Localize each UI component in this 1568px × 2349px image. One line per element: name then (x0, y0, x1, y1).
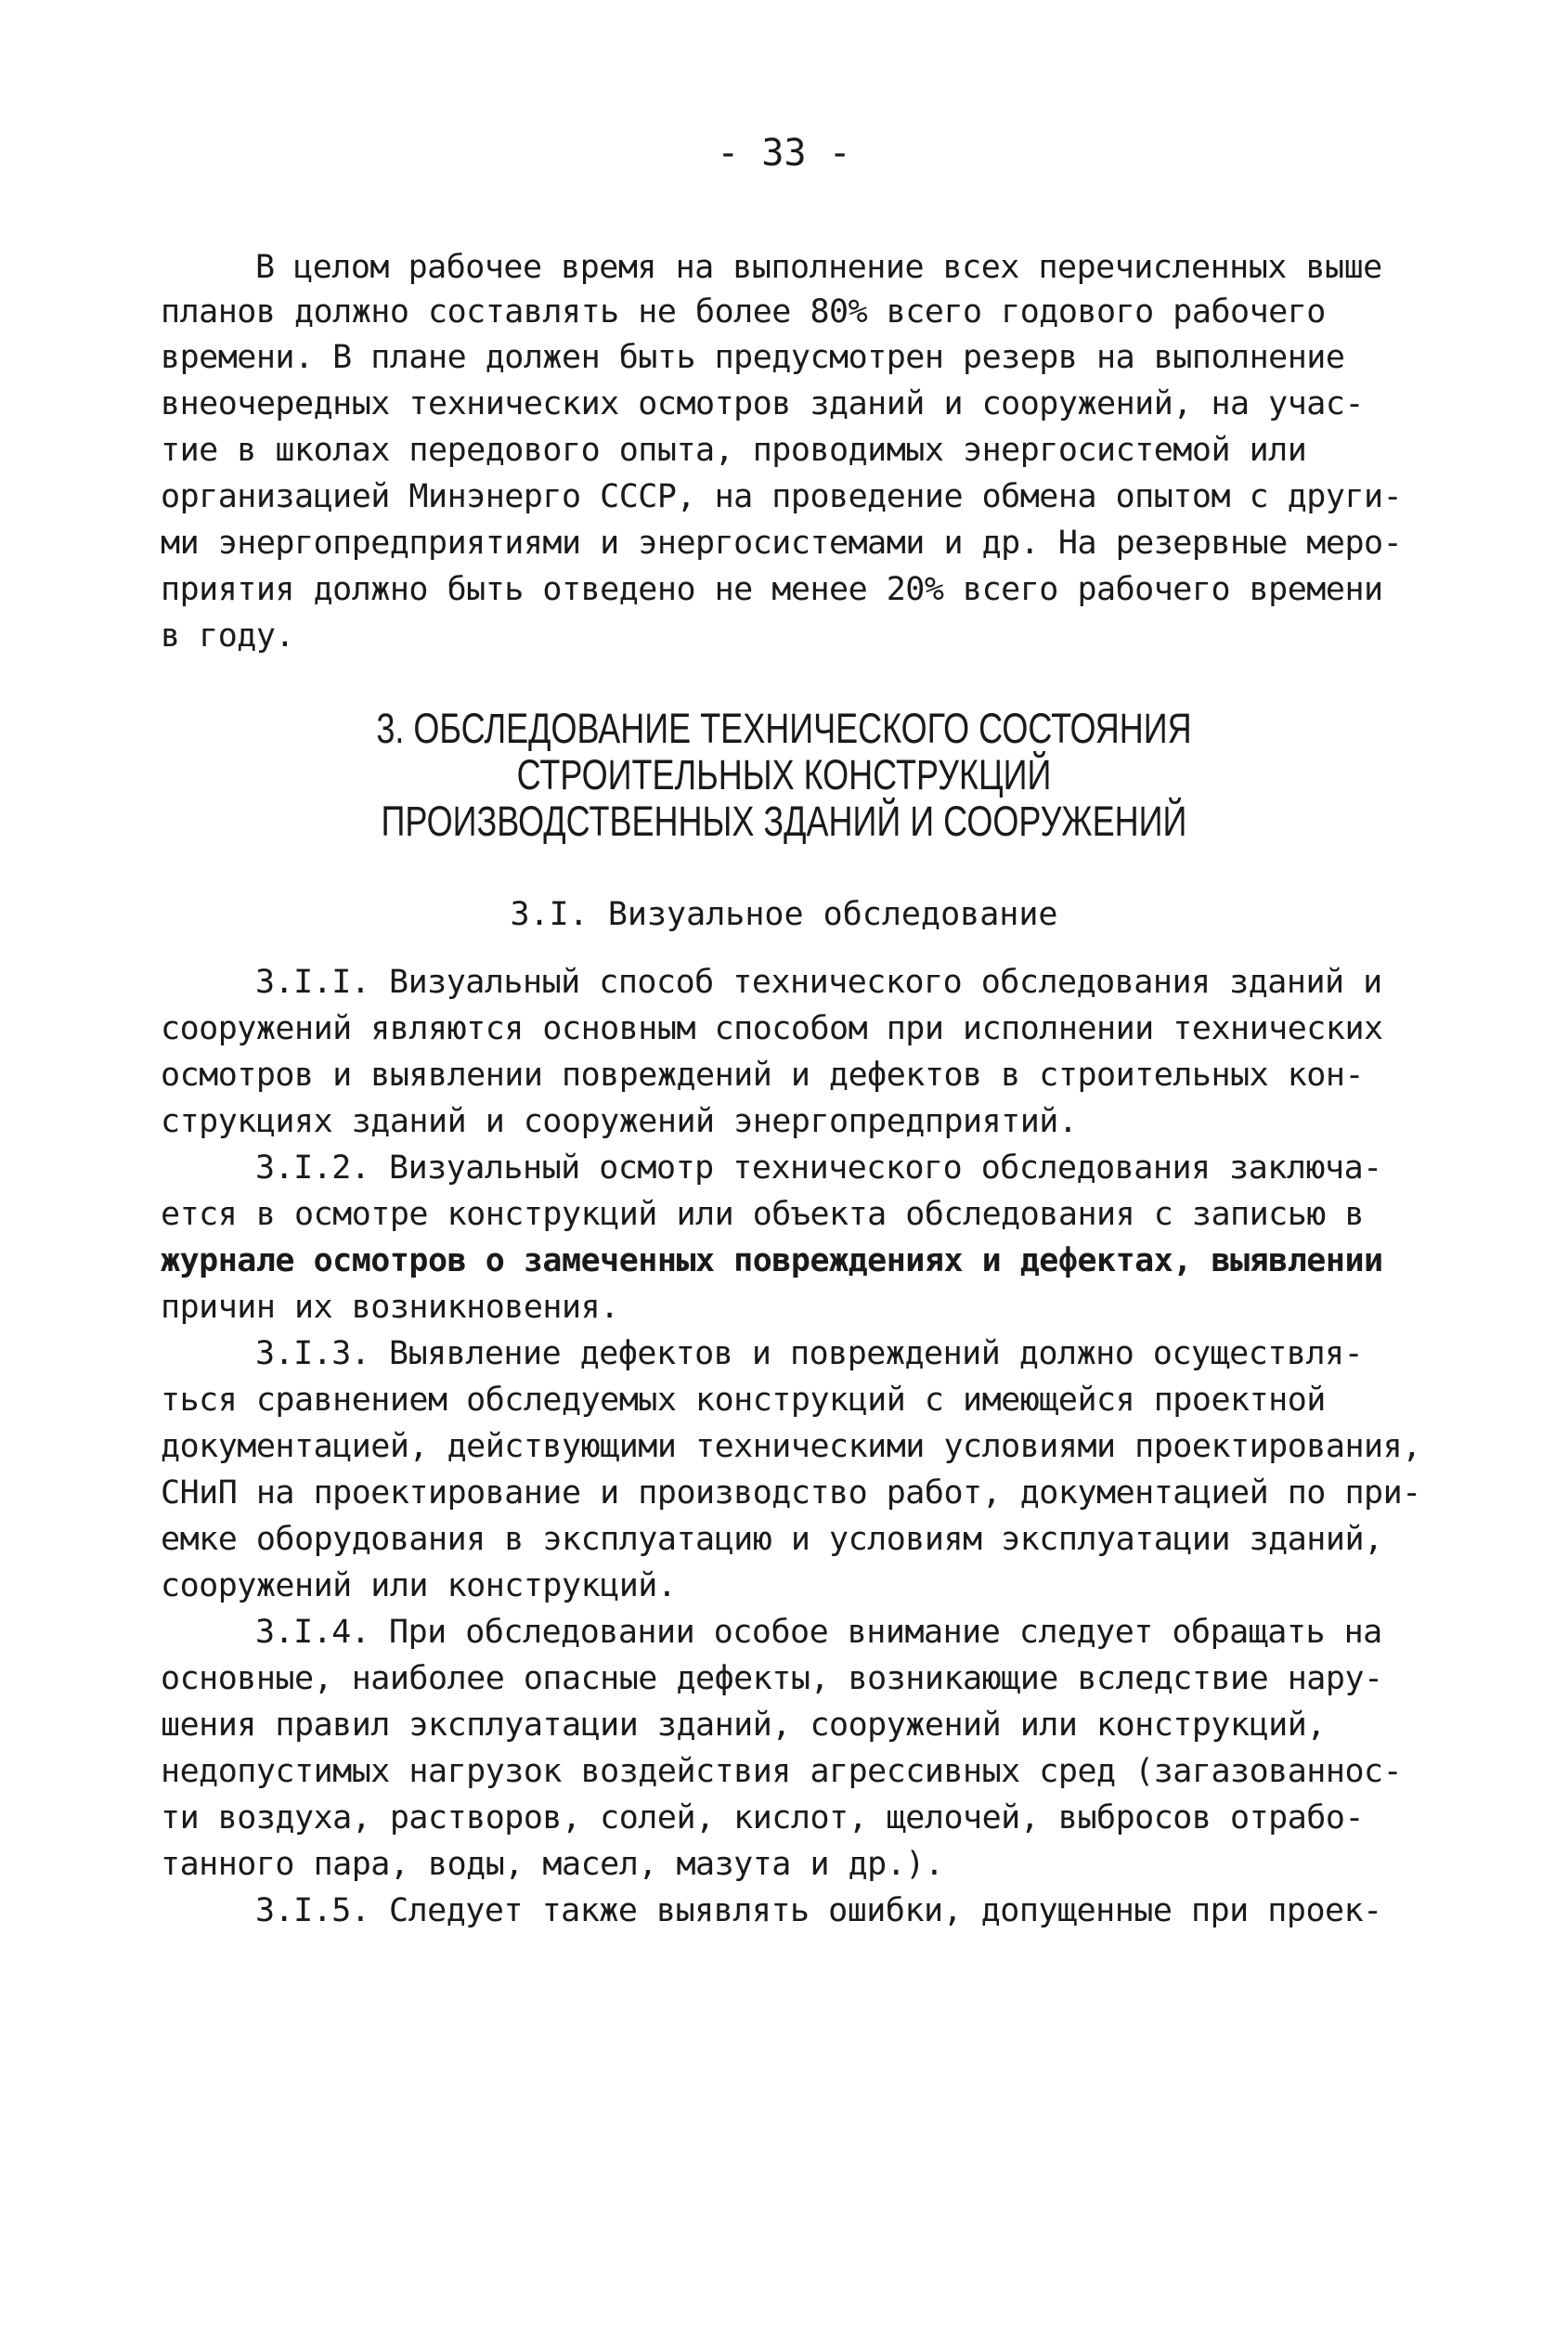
text-line: недопустимых нагрузок воздействия агрессивных сред (загазованнос- (161, 1753, 1403, 1790)
text-line: В целом рабочее время на выполнение всех перечисленных выше (255, 249, 1382, 286)
text-line: сооружений являются основным способом при исполнении технических (161, 1010, 1383, 1047)
text-line: 3.I.5. Следует также выявлять ошибки, допущенные при проек- (255, 1892, 1382, 1929)
text-line: танного пара, воды, масел, мазута и др.). (161, 1846, 944, 1883)
text-line: основные, наиболее опасные дефекты, возникающие вследствие нару- (161, 1660, 1383, 1697)
text-line: организацией Минэнерго СССР, на проведение обмена опытом с други- (161, 478, 1403, 515)
text-line: емке оборудования в эксплуатацию и условиям эксплуатации зданий, (161, 1521, 1383, 1558)
text-line: в году. (161, 617, 295, 655)
section-heading-line: ПРОИЗВОДСТВЕННЫХ ЗДАНИЙ И СООРУЖЕНИЙ (381, 797, 1187, 845)
text-line: 3.I.4. При обследовании особое внимание следует обращать на (255, 1614, 1382, 1651)
text-line: 3.I.2. Визуальный осмотр технического обследования заключа- (255, 1149, 1382, 1187)
text-line: журнале осмотров о замеченных повреждениях и дефектах, выявлении (161, 1242, 1383, 1279)
section-heading-line: 3. ОБСЛЕДОВАНИЕ ТЕХНИЧЕСКОГО СОСТОЯНИЯ (376, 704, 1192, 752)
text-line: приятия должно быть отведено не менее 20% всего рабочего времени (161, 571, 1383, 608)
text-line: планов должно составлять не более 80% всего годового рабочего (161, 293, 1326, 331)
text-line: времени. В плане должен быть предусмотрен резерв на выполнение (161, 339, 1345, 376)
text-line: 3.I.3. Выявление дефектов и повреждений должно осуществля- (255, 1335, 1364, 1372)
text-line: 3.I.I. Визуальный способ технического обследования зданий и (255, 964, 1382, 1001)
text-line: ется в осмотре конструкций или объекта обследования с записью в (161, 1196, 1365, 1233)
subsection-heading: 3.I. Визуальное обследование (510, 896, 1058, 933)
text-line: ться сравнением обследуемых конструкций с имеющейся проектной (161, 1382, 1326, 1419)
text-line: ти воздуха, растворов, солей, кислот, щелочей, выбросов отрабо- (161, 1799, 1365, 1836)
text-line: СНиП на проектирование и производство работ, документацией по при- (161, 1474, 1421, 1512)
text-line: причин их возникновения. (161, 1289, 619, 1326)
text-line: внеочередных технических осмотров зданий и сооружений, на учас- (161, 385, 1365, 422)
text-line: документацией, действующими техническими условиями проектирования, (161, 1428, 1421, 1465)
text-line: шения правил эксплуатации зданий, сооружений или конструкций, (161, 1707, 1326, 1744)
text-line: осмотров и выявлении повреждений и дефектов в строительных кон- (161, 1057, 1365, 1094)
text-line: сооружений или конструкций. (161, 1567, 677, 1604)
text-line: струкциях зданий и сооружений энергопредприятий. (161, 1103, 1078, 1140)
text-line: тие в школах передового опыта, проводимых энергосистемой или (161, 432, 1307, 469)
page-number: - 33 - (717, 132, 851, 175)
section-heading-line: СТРОИТЕЛЬНЫХ КОНСТРУКЦИЙ (516, 750, 1052, 798)
text-line: ми энергопредприятиями и энергосистемами и др. На резервные меро- (161, 525, 1403, 562)
